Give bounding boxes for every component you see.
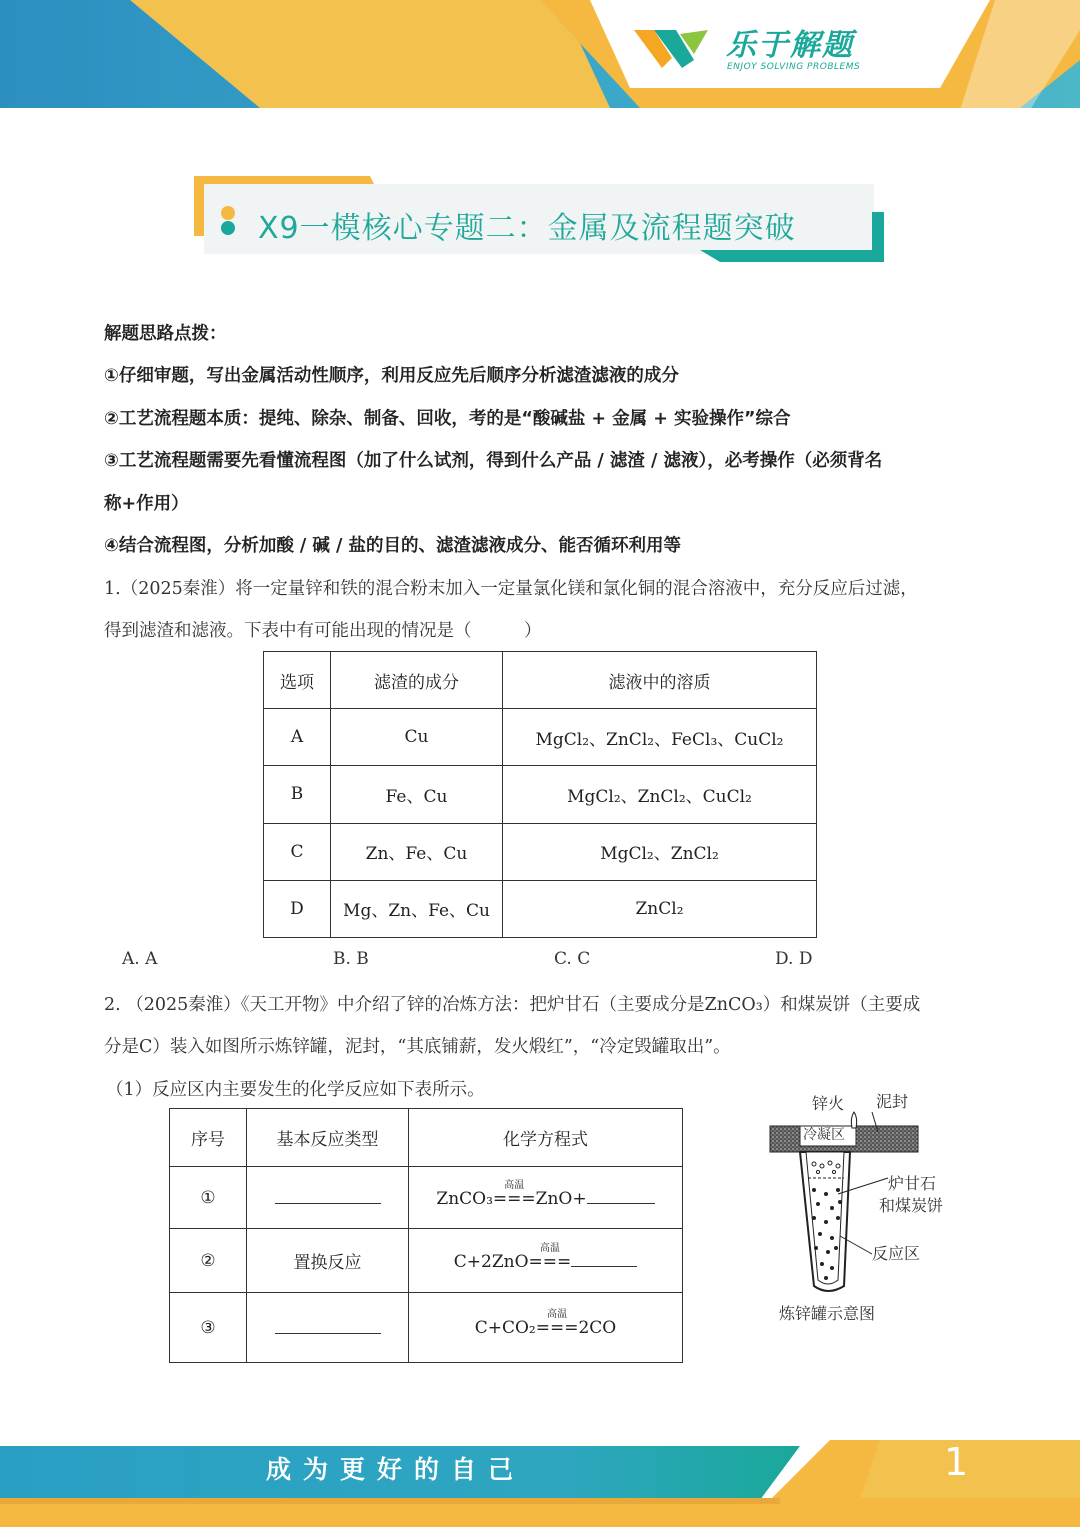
q1-stem-line1: 1.（2025秦淮）将一定量锌和铁的混合粉末加入一定量氯化镁和氯化铜的混合溶液中，充分反应后过滤， bbox=[104, 579, 918, 599]
table-cell-option: C bbox=[264, 823, 331, 880]
table-cell-equation bbox=[409, 1167, 683, 1229]
equation-lhs: C+2ZnO bbox=[453, 1252, 529, 1272]
diagram-label-ore-1: 炉甘石 bbox=[888, 1174, 937, 1193]
q2-subquestion-1: （1）反应区内主要发生的化学反应如下表所示。 bbox=[106, 1080, 485, 1100]
table-cell-residue: Fe、Cu bbox=[331, 766, 503, 823]
tip-item-2: ②工艺流程题本质：提纯、除杂、制备、回收，考的是“酸碱盐 + 金属 + 实验操作”综合 bbox=[104, 409, 791, 429]
equals-mark: 高温 === bbox=[493, 1189, 536, 1209]
table-cell-number: ② bbox=[170, 1229, 247, 1293]
q2-stem-line1: 2. （2025秦淮）《天工开物》中介绍了锌的冶炼方法：把炉甘石（主要成分是ZnCO₃）和煤炭饼（主要成 bbox=[104, 995, 921, 1015]
reaction-condition: 高温 bbox=[539, 1243, 560, 1254]
equation-rhs: 2CO bbox=[578, 1317, 617, 1338]
diagram-caption: 炼锌罐示意图 bbox=[779, 1304, 876, 1323]
diagram-label-condense-zone: 冷凝区 bbox=[803, 1127, 845, 1143]
table-row bbox=[170, 1293, 683, 1363]
q1-stem-line2: 得到滤渣和滤液。下表中有可能出现的情况是（ ） bbox=[104, 621, 542, 641]
logo-icon bbox=[632, 24, 712, 72]
answer-blank[interactable] bbox=[275, 1186, 381, 1204]
table-cell-option: D bbox=[264, 880, 331, 937]
page-title: X9一模核心专题二：金属及流程题突破 bbox=[258, 211, 796, 246]
table-cell-number: ③ bbox=[170, 1293, 247, 1363]
header-banner bbox=[0, 0, 1080, 112]
tip-item-1: ①仔细审题，写出金属活动性顺序，利用反应先后顺序分析滤渣滤液的成分 bbox=[104, 366, 679, 386]
diagram-label-zinc-fire: 锌火 bbox=[812, 1094, 845, 1113]
footer-slogan: 成为更好的自己 bbox=[266, 1455, 526, 1484]
q1-option-a[interactable]: A. A bbox=[122, 949, 158, 969]
table-cell-option: A bbox=[264, 709, 331, 766]
table-cell-number: ① bbox=[170, 1167, 247, 1229]
logo-subtitle: ENJOY SOLVING PROBLEMS bbox=[727, 62, 861, 72]
q1-option-b[interactable]: B. B bbox=[333, 949, 369, 969]
diagram-label-reaction-zone: 反应区 bbox=[872, 1244, 921, 1263]
table-header-cell: 滤液中的溶质 bbox=[503, 652, 817, 709]
table-row bbox=[170, 1229, 683, 1293]
answer-blank[interactable] bbox=[571, 1249, 637, 1267]
q2-table bbox=[169, 1108, 683, 1363]
q1-option-c[interactable]: C. C bbox=[554, 949, 591, 969]
q1-option-d[interactable]: D. D bbox=[775, 949, 813, 969]
table-header-cell: 选项 bbox=[264, 652, 331, 709]
equation-rhs: ZnO+ bbox=[535, 1189, 587, 1209]
equation-lhs: C+CO₂ bbox=[474, 1317, 536, 1338]
table-cell-option: B bbox=[264, 766, 331, 823]
table-cell-type bbox=[247, 1293, 409, 1363]
table-cell-type bbox=[247, 1167, 409, 1229]
tips-heading: 解题思路点拨： bbox=[104, 324, 227, 344]
table-header-cell: 滤渣的成分 bbox=[331, 652, 503, 709]
tip-item-3: ③工艺流程题需要先看懂流程图（加了什么试剂，得到什么产品 / 滤渣 / 滤液），必考操作（必须背名 bbox=[104, 451, 883, 471]
table-header-cell: 序号 bbox=[170, 1109, 247, 1167]
table-row bbox=[264, 823, 817, 880]
equals-mark: 高温 === bbox=[529, 1252, 572, 1272]
diagram-label-mud-seal: 泥封 bbox=[876, 1092, 909, 1111]
tip-item-3-cont: 称+作用） bbox=[104, 494, 189, 514]
table-header-row bbox=[170, 1109, 683, 1167]
table-cell-solute: MgCl₂、ZnCl₂、FeCl₃、CuCl₂ bbox=[503, 709, 817, 766]
reaction-condition: 高温 bbox=[547, 1308, 568, 1320]
answer-blank[interactable] bbox=[275, 1316, 381, 1334]
table-row bbox=[264, 709, 817, 766]
q2-stem-line2: 分是C）装入如图所示炼锌罐，泥封，“其底铺薪，发火煅红”，“冷定毁罐取出”。 bbox=[104, 1037, 731, 1057]
table-cell-residue: Zn、Fe、Cu bbox=[331, 823, 503, 880]
table-row bbox=[264, 880, 817, 937]
tip-item-4: ④结合流程图，分析加酸 / 碱 / 盐的目的、滤渣滤液成分、能否循环利用等 bbox=[104, 536, 681, 556]
table-cell-residue: Mg、Zn、Fe、Cu bbox=[331, 880, 503, 937]
footer-banner bbox=[0, 1440, 1080, 1527]
q1-table bbox=[263, 651, 817, 938]
table-cell-type: 置换反应 bbox=[247, 1229, 409, 1293]
table-cell-solute: MgCl₂、ZnCl₂、CuCl₂ bbox=[503, 766, 817, 823]
table-row bbox=[264, 766, 817, 823]
equation-lhs: ZnCO₃ bbox=[436, 1189, 493, 1209]
logo-text: 乐于解题 bbox=[726, 28, 854, 63]
table-cell-equation bbox=[409, 1229, 683, 1293]
reaction-condition: 高温 bbox=[504, 1180, 525, 1191]
table-header-cell: 化学方程式 bbox=[409, 1109, 683, 1167]
answer-blank[interactable] bbox=[587, 1186, 655, 1204]
table-cell-equation bbox=[409, 1293, 683, 1363]
table-header-row bbox=[264, 652, 817, 709]
diagram-label-ore-2: 和煤炭饼 bbox=[879, 1196, 944, 1215]
page-number: 1 bbox=[944, 1440, 969, 1484]
table-header-cell: 基本反应类型 bbox=[247, 1109, 409, 1167]
equals-mark: 高温 === bbox=[536, 1318, 579, 1338]
table-cell-solute: ZnCl₂ bbox=[503, 880, 817, 937]
table-cell-residue: Cu bbox=[331, 709, 503, 766]
table-row bbox=[170, 1167, 683, 1229]
title-dot-icon bbox=[218, 204, 240, 236]
table-cell-solute: MgCl₂、ZnCl₂ bbox=[503, 823, 817, 880]
